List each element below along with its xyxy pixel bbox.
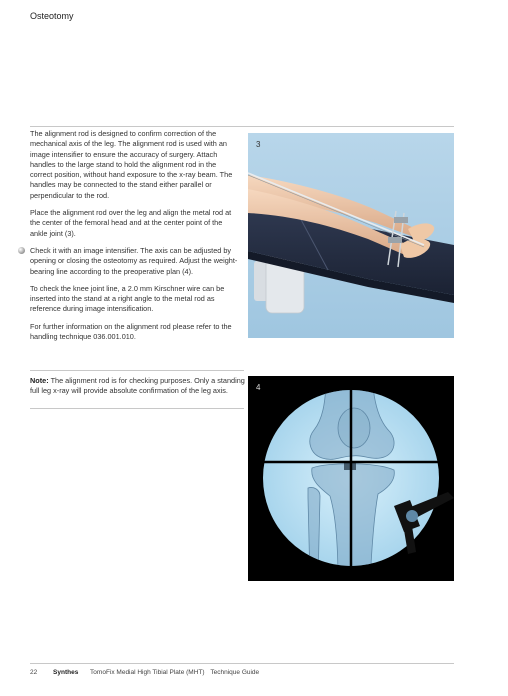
paragraph-5: For further information on the alignment rod please refer to the handling technique 036.001.010. xyxy=(30,321,232,342)
figure-4 xyxy=(248,376,454,581)
note-top-rule xyxy=(30,370,244,371)
brand-name: Synthes xyxy=(53,669,79,676)
bullet-paragraph xyxy=(30,246,240,277)
paragraph-4: To check the knee joint line, a 2.0 mm Kirschner wire can be inserted into the stand at a right angle to the metal rod as reference during image intensification. xyxy=(30,283,225,314)
page-number: 22 xyxy=(30,669,38,676)
paragraph-2: Place the alignment rod over the leg and align the metal rod at the center of the femoral head and at the center point of the ankle joint (3). xyxy=(30,208,232,238)
page-header-title: Osteotomy xyxy=(30,11,74,21)
note-text: The alignment rod is for checking purposes. Only a standing full leg x-ray will provide absolute confirmation of the leg axis. xyxy=(30,376,245,396)
knee-xray-illustration xyxy=(248,376,454,581)
body-text xyxy=(30,129,240,349)
paragraph-3: Check it with an image intensifier. The axis can be adjusted by opening or closing the osteotomy as required. Adjust the weight-bearing line according to the preoperative plan (4). xyxy=(30,245,238,276)
figure-4-number: 4 xyxy=(256,383,261,392)
product-name: TomoFix Medial High Tibial Plate (MHT) xyxy=(90,669,205,676)
note-label: Note: xyxy=(30,376,49,385)
figure-3 xyxy=(248,133,454,338)
paragraph-1: The alignment rod is designed to confirm correction of the mechanical axis of the leg. The alignment rod is used with an image intensifier to ensure the accuracy of surgery. Attach handles to the large stand to hold the alignment rod in the correct position, without hand exposure to the x-ray beam. The handles may be connected to the stand either parallel or perpendicular to the rod. xyxy=(30,129,233,200)
page-footer xyxy=(30,669,259,676)
figure-3-number: 3 xyxy=(256,140,261,149)
note-bottom-rule xyxy=(30,408,244,409)
footer-rule xyxy=(30,663,454,664)
image-intensifier-icon xyxy=(18,247,25,254)
guide-name: Technique Guide xyxy=(210,669,260,676)
leg-on-table-illustration xyxy=(248,133,454,338)
note-block xyxy=(30,376,246,397)
header-rule xyxy=(30,126,454,127)
